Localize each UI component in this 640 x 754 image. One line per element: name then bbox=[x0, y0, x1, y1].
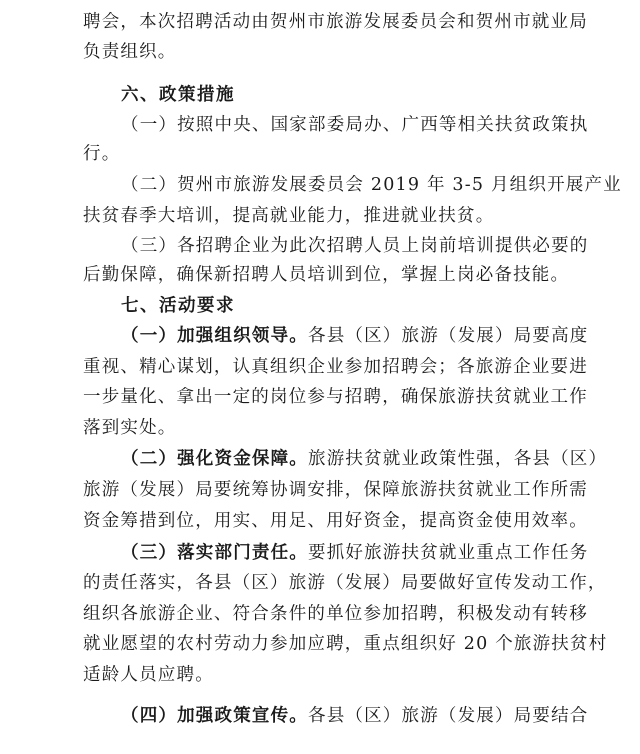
body-text-line: （一）按照中央、国家部委局办、广西等相关扶贫政策执 bbox=[121, 115, 589, 135]
body-text-line: 负责组织。 bbox=[83, 42, 177, 62]
body-text-line: 的责任落实，各县（区）旅游（发展）局要做好宣传发动工作， bbox=[83, 573, 607, 593]
body-text-line: 一步量化、拿出一定的岗位参与招聘，确保旅游扶贫就业工作 bbox=[83, 387, 588, 407]
body-text-line: 聘会，本次招聘活动由贺州市旅游发展委员会和贺州市就业局 bbox=[83, 12, 588, 32]
body-text-line: 组织各旅游企业、符合条件的单位参加招聘，积极发动有转移 bbox=[83, 604, 588, 624]
body-text-line: 扶贫春季大培训，提高就业能力，推进就业扶贫。 bbox=[83, 206, 495, 226]
body-text-line bbox=[121, 705, 640, 727]
item-heading: （二）强化资金保障。 bbox=[121, 449, 308, 469]
body-text-line bbox=[121, 448, 640, 470]
item-heading: （一）加强组织领导。 bbox=[121, 326, 308, 346]
body-text-line: （二）贺州市旅游发展委员会 2019 年 3-5 月组织开展产业 bbox=[121, 175, 622, 195]
item-heading: （三）落实部门责任。 bbox=[121, 543, 308, 563]
body-text-line: 后勤保障，确保新招聘人员培训到位，掌握上岗必备技能。 bbox=[83, 265, 570, 285]
section-heading: 六、政策措施 bbox=[121, 85, 235, 105]
body-text-line: 落到实处。 bbox=[83, 418, 177, 438]
item-text: 旅游扶贫就业政策性强，各县（区） bbox=[308, 449, 608, 469]
body-text-line: 就业愿望的农村劳动力参加应聘，重点组织好 20 个旅游扶贫村 bbox=[83, 634, 608, 654]
body-text-line: 适龄人员应聘。 bbox=[83, 665, 214, 685]
body-text-line: 行。 bbox=[83, 144, 121, 164]
body-text-line: 资金筹措到位，用实、用足、用好资金，提高资金使用效率。 bbox=[83, 511, 588, 531]
section-heading: 七、活动要求 bbox=[121, 296, 235, 316]
body-text-line bbox=[121, 542, 640, 564]
item-text: 要抓好旅游扶贫就业重点工作任务 bbox=[308, 543, 589, 563]
body-text-line: 重视、精心谋划，认真组织企业参加招聘会；各旅游企业要进 bbox=[83, 357, 588, 377]
item-text: 各县（区）旅游（发展）局要结合 bbox=[308, 706, 589, 726]
body-text-line bbox=[121, 325, 640, 347]
body-text-line: （三）各招聘企业为此次招聘人员上岗前培训提供必要的 bbox=[121, 236, 589, 256]
item-text: 各县（区）旅游（发展）局要高度 bbox=[308, 326, 589, 346]
body-text-line: 旅游（发展）局要统筹协调安排，保障旅游扶贫就业工作所需 bbox=[83, 480, 588, 500]
item-heading: （四）加强政策宣传。 bbox=[121, 706, 308, 726]
